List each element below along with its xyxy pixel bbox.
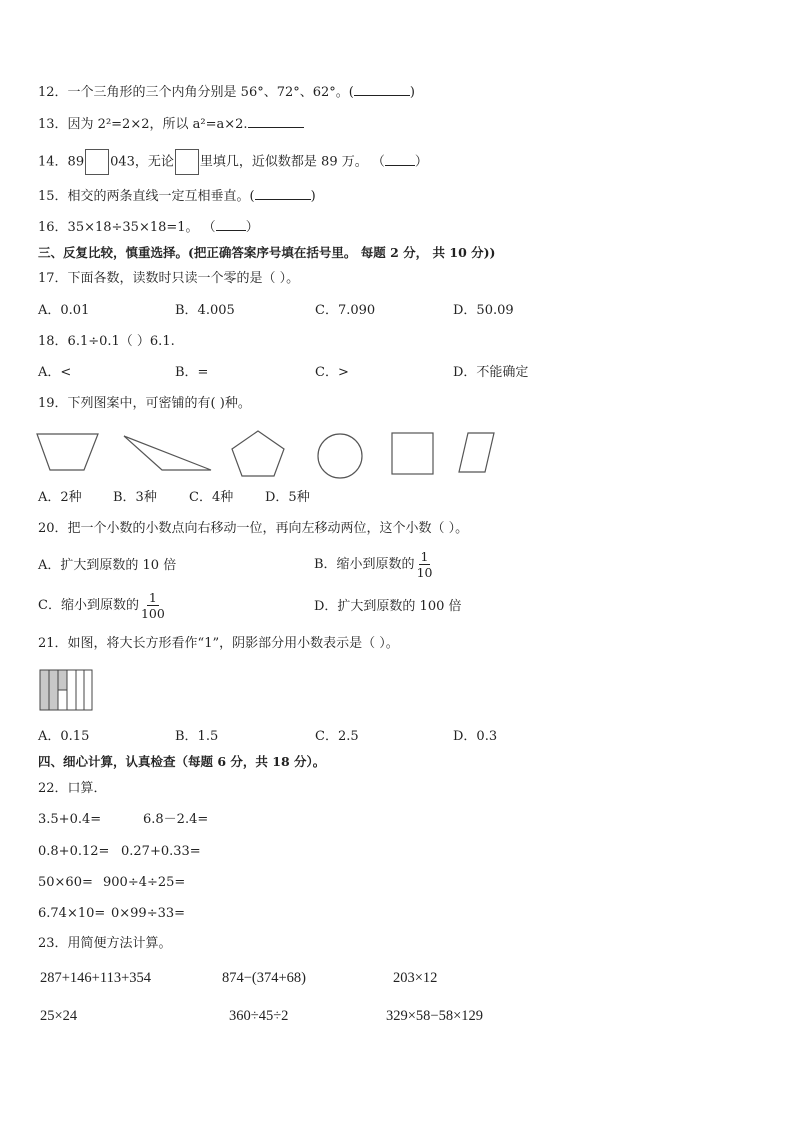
mental-calc-item: 900÷4÷25= — [103, 875, 186, 890]
answer-blank[interactable] — [216, 218, 246, 231]
simplify-expression: 874−(374+68) — [222, 970, 307, 986]
q21-option-d[interactable]: D．0.3 — [453, 729, 498, 744]
mental-calc-item: 3.5+0.4= — [38, 812, 102, 827]
section-4-heading: 四、细心计算，认真检查（每题 6 分，共 18 分）。 — [38, 754, 326, 769]
q20-option-a[interactable]: A．扩大到原数的 10 倍 — [38, 558, 177, 573]
answer-blank[interactable] — [385, 153, 415, 166]
q17-option-d[interactable]: D．50.09 — [453, 303, 514, 318]
circle-icon — [318, 434, 362, 478]
q18-option-b[interactable]: B．= — [175, 365, 209, 380]
fraction: $\frac{1}{10}$ — [416, 549, 433, 580]
question-15: 15．相交的两条直线一定互相垂直。( ) — [38, 189, 316, 204]
question-18: 18．6.1÷0.1（ ）6.1. — [38, 334, 175, 349]
mental-calc-item: 0.27+0.33= — [121, 844, 201, 859]
tessellation-shapes — [0, 428, 794, 488]
question-20: 20．把一个小数的小数点向右移动一位，再向左移动两位，这个小数（ ）。 — [38, 521, 469, 536]
q20-option-b[interactable]: B．缩小到原数的 $\frac{1}{10}$ — [314, 549, 433, 580]
question-12: 12．一个三角形的三个内角分别是 56°、72°、62°。( ) — [38, 85, 415, 100]
answer-blank[interactable] — [354, 83, 410, 96]
q21-option-a[interactable]: A．0.15 — [38, 729, 90, 744]
simplify-expression: 287+146+113+354 — [40, 970, 151, 986]
mental-calc-item: 6.8－2.4= — [143, 812, 209, 827]
square-icon — [392, 433, 433, 474]
simplify-expression: 360÷45÷2 — [229, 1008, 289, 1024]
trapezoid-icon — [37, 434, 98, 470]
question-23: 23．用简便方法计算。 — [38, 936, 172, 951]
question-21: 21．如图，将大长方形看作“1”，阴影部分用小数表示是（ ）。 — [38, 636, 399, 651]
triangle-icon — [124, 436, 211, 470]
section-3-heading: 三、反复比较，慎重选择。(把正确答案序号填在括号里。 每题 2 分， 共 10 分)) — [38, 245, 496, 260]
q18-option-d[interactable]: D．不能确定 — [453, 365, 529, 380]
q19-option-b[interactable]: B．3种 — [113, 490, 157, 505]
answer-blank[interactable] — [248, 115, 304, 128]
q18-option-a[interactable]: A．< — [38, 365, 72, 380]
fraction: $\frac{1}{100}$ — [140, 590, 165, 621]
parallelogram-icon — [459, 433, 494, 472]
mental-calc-item: 0×99÷33= — [111, 906, 186, 921]
question-13: 13．因为 2²=2×2，所以 a²=a×2. — [38, 115, 304, 134]
decimal-grid-figure — [38, 668, 98, 718]
simplify-expression: 329×58−58×129 — [386, 1008, 484, 1024]
q19-option-c[interactable]: C．4种 — [189, 490, 234, 505]
mental-calc-item: 6.74×10= — [38, 906, 106, 921]
q21-option-b[interactable]: B．1.5 — [175, 729, 219, 744]
question-22: 22．口算． — [38, 781, 107, 796]
question-19: 19．下列图案中，可密铺的有( )种。 — [38, 396, 251, 411]
question-14: 14．89 043，无论 里填几，近似数都是 89 万。 （ ） — [38, 149, 428, 175]
digit-box[interactable] — [85, 149, 109, 175]
pentagon-icon — [232, 431, 284, 476]
mental-calc-item: 0.8+0.12= — [38, 844, 110, 859]
question-17: 17．下面各数，读数时只读一个零的是（ ）。 — [38, 271, 300, 286]
q17-option-c[interactable]: C．7.090 — [315, 303, 376, 318]
q19-option-a[interactable]: A．2种 — [38, 490, 82, 505]
digit-box[interactable] — [175, 149, 199, 175]
q17-option-a[interactable]: A．0.01 — [38, 303, 90, 318]
simplify-expression: 25×24 — [40, 1008, 78, 1024]
q20-option-c[interactable]: C．缩小到原数的 $\frac{1}{100}$ — [38, 590, 165, 621]
mental-calc-item: 50×60= — [38, 875, 93, 890]
q18-option-c[interactable]: C．> — [315, 365, 349, 380]
q17-option-b[interactable]: B．4.005 — [175, 303, 235, 318]
question-16: 16．35×18÷35×18=1。 （ ） — [38, 220, 259, 235]
q20-option-d[interactable]: D．扩大到原数的 100 倍 — [314, 599, 462, 614]
simplify-expression: 203×12 — [393, 970, 438, 986]
answer-blank[interactable] — [255, 187, 311, 200]
q21-option-c[interactable]: C．2.5 — [315, 729, 359, 744]
q19-option-d[interactable]: D．5种 — [265, 490, 310, 505]
